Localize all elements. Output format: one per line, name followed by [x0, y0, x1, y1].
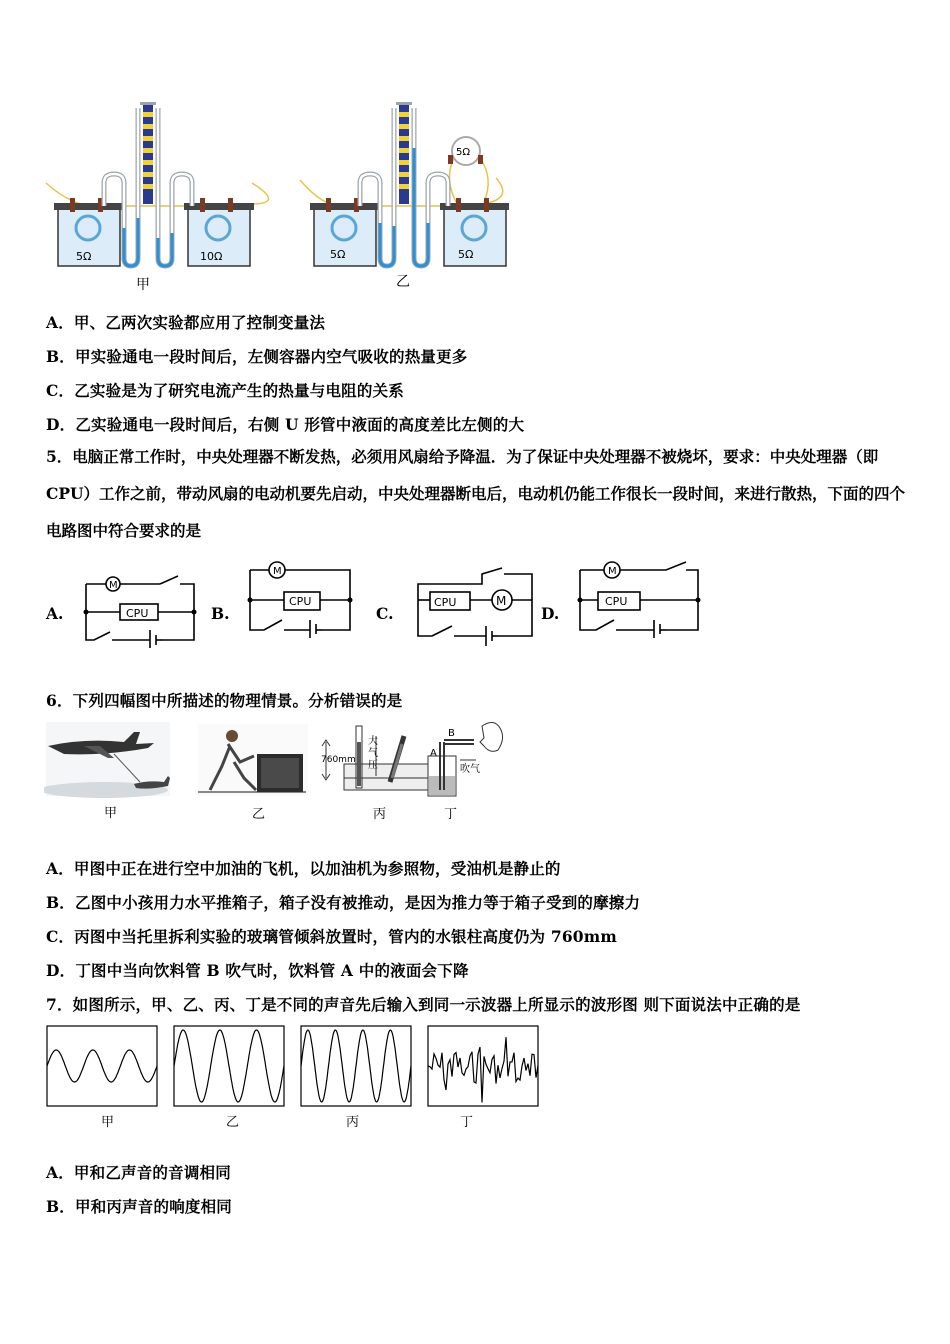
figure-caption: 甲 [104, 806, 118, 821]
resistor-label: 10Ω [200, 250, 223, 263]
atm-label: 气 [368, 748, 378, 759]
q6-stem: 6．下列四幅图中所描述的物理情景。分析错误的是 [46, 691, 403, 710]
motor-label: M [496, 594, 507, 608]
cpu-label: CPU [434, 596, 457, 609]
q4-option-d[interactable]: D．乙实验通电一段时间后，右侧 U 形管中液面的高度差比左侧的大 [46, 415, 525, 434]
refueling-planes-image [44, 722, 170, 798]
q7-option-b[interactable]: B．甲和丙声音的响度相同 [46, 1197, 233, 1216]
atm-label: 大 [368, 736, 378, 747]
q4-option-c[interactable]: C．乙实验是为了研究电流产生的热量与电阻的关系 [46, 381, 404, 400]
waveform-figures [44, 1020, 544, 1135]
cpu-label: CPU [126, 607, 149, 620]
figure-caption: 乙 [396, 274, 410, 290]
resistor-label: 5Ω [76, 250, 92, 263]
q5-stem: 5．电脑正常工作时，中央处理器不断发热，必须用风扇给予降温．为了保证中央处理器不被烧坏，要求：中央处理器（即 CPU）工作之前，带动风扇的电动机要先启动，中央处理器断电后，电动机仍能工作很长一段时间，来进行散热，下面的四个电路图中符合要求的是 [46, 447, 906, 540]
q5-option-c-label[interactable]: C. [376, 604, 394, 623]
q6-option-c[interactable]: C．丙图中当托里拆利实验的玻璃管倾斜放置时，管内的水银柱高度仍为 760mm [46, 927, 617, 946]
resistor-label: 5Ω [458, 248, 474, 261]
circuit-a[interactable] [80, 572, 200, 650]
mm-label: 760mm [321, 755, 356, 765]
q7-stem: 7．如图所示，甲、乙、丙、丁是不同的声音先后输入到同一示波器上所显示的波形图 则下面说法中正确的是 [46, 995, 801, 1014]
q5-option-d-label[interactable]: D. [541, 604, 560, 623]
circuit-c[interactable] [412, 560, 538, 648]
q6-option-b[interactable]: B．乙图中小孩用力水平推箱子，箱子没有被推动，是因为推力等于箱子受到的摩擦力 [46, 893, 641, 912]
figure-caption: 甲 [101, 1115, 115, 1130]
figure-caption: 乙 [252, 807, 266, 822]
q6-figures [44, 716, 514, 826]
atm-label: 压 [368, 760, 378, 771]
figure-caption: 丙 [373, 807, 387, 822]
label-b: B [448, 728, 455, 739]
q5-option-b-label[interactable]: B. [211, 604, 230, 623]
q5-option-a-label[interactable]: A. [46, 604, 64, 623]
q4-option-a[interactable]: A．甲、乙两次实验都应用了控制变量法 [46, 313, 326, 332]
setup-yi [300, 102, 509, 290]
boy-pushing-box-image [198, 724, 308, 796]
q7-option-a[interactable]: A．甲和乙声音的音调相同 [46, 1163, 231, 1182]
cpu-label: CPU [605, 595, 628, 608]
label-a: A [430, 748, 437, 759]
q6-option-d[interactable]: D．丁图中当向饮料管 B 吹气时，饮料管 A 中的液面会下降 [46, 961, 469, 980]
motor-label: M [608, 566, 617, 577]
circuit-b[interactable] [244, 558, 356, 638]
motor-label: M [109, 580, 118, 591]
figure-caption: 丙 [346, 1115, 360, 1130]
cpu-label: CPU [289, 595, 312, 608]
torricelli-image [321, 726, 428, 790]
joule-experiment-figure [44, 98, 509, 294]
figure-caption: 甲 [136, 277, 150, 293]
q6-option-a[interactable]: A．甲图中正在进行空中加油的飞机，以加油机为参照物，受油机是静止的 [46, 859, 561, 878]
resistor-label: 5Ω [456, 147, 471, 158]
figure-caption: 丁 [444, 807, 458, 822]
blow-label: 吹气 [460, 764, 480, 775]
figure-caption: 丁 [460, 1115, 474, 1130]
figure-caption: 乙 [226, 1115, 240, 1130]
setup-jia [46, 102, 269, 293]
straw-blowing-image [428, 722, 503, 796]
motor-label: M [273, 566, 282, 577]
circuit-d[interactable] [574, 558, 704, 638]
q4-option-b[interactable]: B．甲实验通电一段时间后，左侧容器内空气吸收的热量更多 [46, 347, 468, 366]
resistor-label: 5Ω [330, 248, 346, 261]
